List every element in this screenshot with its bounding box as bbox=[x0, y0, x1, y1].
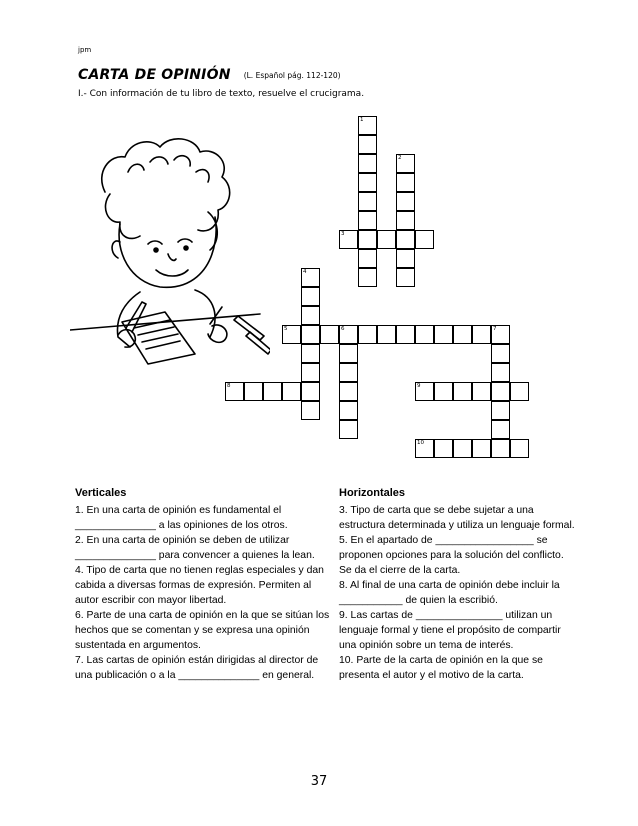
crossword-cell[interactable] bbox=[358, 230, 377, 249]
crossword-cell[interactable] bbox=[396, 173, 415, 192]
crossword-cell[interactable] bbox=[434, 382, 453, 401]
crossword-cell[interactable] bbox=[358, 211, 377, 230]
crossword-cell[interactable] bbox=[358, 268, 377, 287]
vertical-clue-2: 2. En una carta de opinión se deben de utilizar ______________ para convencer a quienes la lean. bbox=[75, 535, 315, 561]
crossword-cell[interactable] bbox=[491, 439, 510, 458]
crossword-cell[interactable] bbox=[282, 382, 301, 401]
crossword-cell[interactable] bbox=[491, 363, 510, 382]
crossword-cell[interactable] bbox=[301, 382, 320, 401]
crossword-cell[interactable] bbox=[453, 382, 472, 401]
crossword-cell[interactable] bbox=[339, 382, 358, 401]
crossword-cell[interactable] bbox=[301, 363, 320, 382]
crossword-cell[interactable] bbox=[358, 173, 377, 192]
crossword-cell[interactable] bbox=[434, 439, 453, 458]
crossword-cell[interactable] bbox=[472, 325, 491, 344]
header-tag: jpm bbox=[78, 46, 92, 54]
crossword-cell[interactable] bbox=[453, 439, 472, 458]
horizontales-heading: Horizontales bbox=[339, 487, 406, 499]
crossword-cell[interactable] bbox=[396, 230, 415, 249]
horizontal-clue-5: 5. En el apartado de _________________ se proponen opciones para la solución del conflicto. Se da el cierre de la carta. bbox=[339, 535, 564, 576]
vertical-clue-1: 1. En una carta de opinión es fundamental el ______________ a las opiniones de los otros. bbox=[75, 505, 288, 531]
verticales-section bbox=[75, 486, 335, 683]
book-reference: (L. Español pág. 112-120) bbox=[243, 71, 341, 80]
crossword-cell[interactable] bbox=[434, 325, 453, 344]
crossword-cell[interactable] bbox=[358, 192, 377, 211]
crossword-cell[interactable] bbox=[339, 344, 358, 363]
instruction: I.- Con información de tu libro de texto, resuelve el crucigrama. bbox=[78, 89, 365, 99]
crossword-cell[interactable] bbox=[510, 439, 529, 458]
crossword-cell[interactable] bbox=[358, 135, 377, 154]
crossword-cell[interactable] bbox=[453, 325, 472, 344]
crossword-cell[interactable] bbox=[491, 420, 510, 439]
crossword-cell[interactable] bbox=[358, 154, 377, 173]
clue-number: 4 bbox=[303, 269, 307, 275]
crossword-cell[interactable] bbox=[301, 401, 320, 420]
crossword-cell[interactable] bbox=[301, 325, 320, 344]
crossword-cell[interactable] bbox=[472, 382, 491, 401]
page-number: 37 bbox=[310, 774, 328, 789]
vertical-clue-4: 4. Tipo de carta que no tienen reglas especiales y dan cabida a diversas formas de expresión. Permiten al autor escribir con mayor libertad. bbox=[75, 565, 324, 606]
horizontales-section bbox=[339, 486, 579, 683]
crossword-cell[interactable] bbox=[491, 382, 510, 401]
crossword-cell[interactable] bbox=[339, 363, 358, 382]
crossword-cell[interactable] bbox=[415, 230, 434, 249]
crossword-cell[interactable] bbox=[491, 401, 510, 420]
horizontal-clue-8: 8. Al final de una carta de opinión debe incluir la ___________ de quien la escribió. bbox=[339, 580, 560, 606]
crossword-cell[interactable] bbox=[339, 401, 358, 420]
clue-number: 1 bbox=[360, 117, 364, 123]
clue-number: 9 bbox=[417, 383, 421, 389]
page-title: CARTA DE OPINIÓN bbox=[78, 67, 231, 83]
crossword-cell[interactable] bbox=[396, 192, 415, 211]
vertical-clue-6: 6. Parte de una carta de opinión en la que se sitúan los hechos que se comentan y se expresa una opinión sustentada en argumentos. bbox=[75, 610, 330, 651]
crossword-cell[interactable] bbox=[396, 249, 415, 268]
crossword-cell[interactable] bbox=[263, 382, 282, 401]
clue-number: 2 bbox=[398, 155, 402, 161]
crossword-cell[interactable] bbox=[396, 325, 415, 344]
horizontal-clue-3: 3. Tipo de carta que se debe sujetar a una estructura determinada y utiliza un lenguaje formal. bbox=[339, 505, 575, 531]
crossword-cell[interactable] bbox=[396, 268, 415, 287]
crossword-cell[interactable] bbox=[320, 325, 339, 344]
clue-number: 8 bbox=[227, 383, 231, 389]
crossword-cell[interactable] bbox=[472, 439, 491, 458]
crossword-cell[interactable] bbox=[244, 382, 263, 401]
horizontal-clue-9: 9. Las cartas de _______________ utilizan un lenguaje formal y tiene el propósito de compartir una opinión sobre un tema de interés. bbox=[339, 610, 561, 651]
crossword-cell[interactable] bbox=[358, 325, 377, 344]
crossword-cell[interactable] bbox=[415, 325, 434, 344]
crossword-cell[interactable] bbox=[396, 211, 415, 230]
crossword-cell[interactable] bbox=[510, 382, 529, 401]
clue-number: 6 bbox=[341, 326, 345, 332]
crossword-cell[interactable] bbox=[377, 325, 396, 344]
vertical-clue-7: 7. Las cartas de opinión están dirigidas al director de una publicación o a la ______________ en general. bbox=[75, 655, 319, 681]
crossword-cell[interactable] bbox=[358, 249, 377, 268]
clue-number: 5 bbox=[284, 326, 288, 332]
crossword-cell[interactable] bbox=[301, 344, 320, 363]
clue-number: 3 bbox=[341, 231, 345, 237]
crossword-cell[interactable] bbox=[339, 420, 358, 439]
crossword-cell[interactable] bbox=[377, 230, 396, 249]
horizontal-clue-10: 10. Parte de la carta de opinión en la que se presenta el autor y el motivo de la carta. bbox=[339, 655, 543, 681]
verticales-heading: Verticales bbox=[75, 487, 127, 499]
crossword-cell[interactable] bbox=[301, 306, 320, 325]
clue-number: 10 bbox=[417, 440, 424, 446]
crossword-cell[interactable] bbox=[301, 287, 320, 306]
clue-number: 7 bbox=[493, 326, 497, 332]
crossword-cell[interactable] bbox=[491, 344, 510, 363]
